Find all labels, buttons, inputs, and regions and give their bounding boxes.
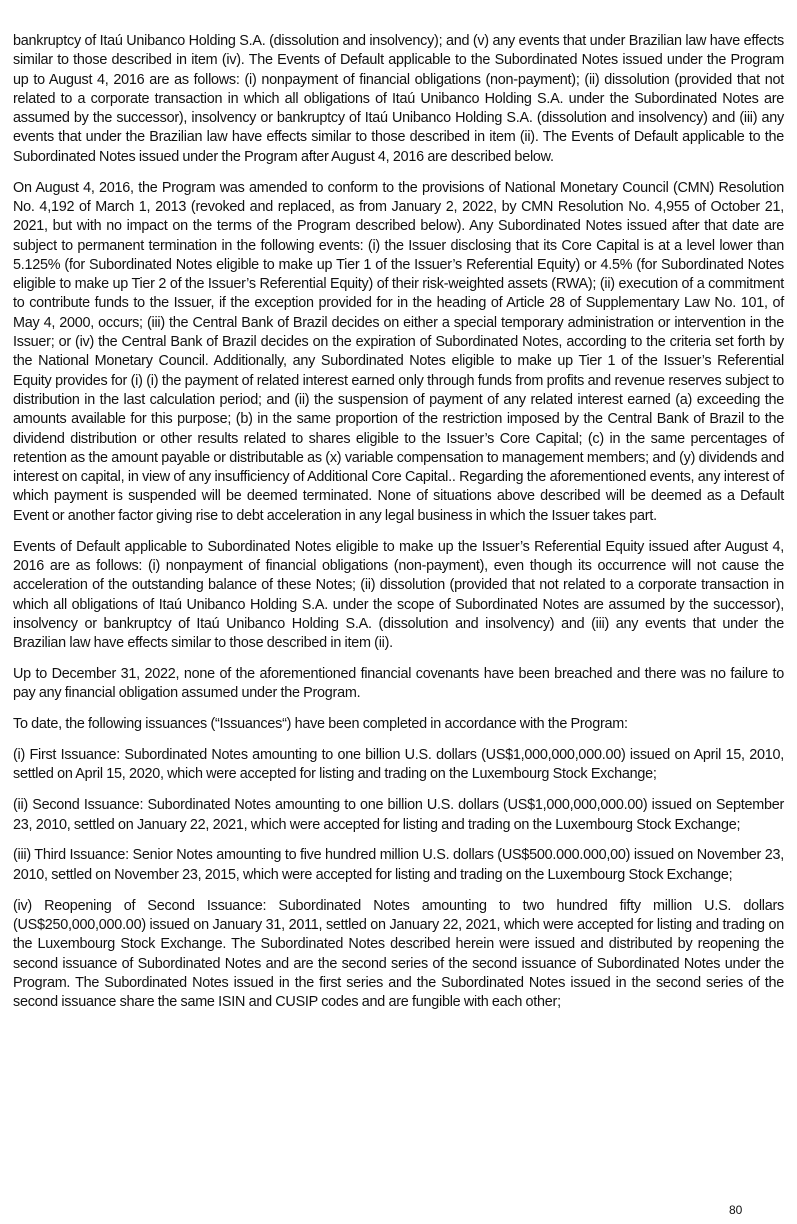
paragraph-program-amendment: On August 4, 2016, the Program was amended to conform to the provisions of National Monetary Council (CMN) Resolution No. 4,192 of March 1, 2013 (revoked and replaced, as from January 2, 2022, by CMN Resolution No. 4,955 of October 21, 2021, but with no impact on the terms of the Program described below). Any Subordinated Notes issued after that date are subject to permanent termination in the following events: (i) the Issuer disclosing that its Core Capital is at a level lower than 5.125% (for Subordinated Notes eligible to make up Tier 1 of the Issuer’s Referential Equity) or 4.5% (for Subordinated Notes eligible to make up Tier 2 of the Issuer’s Referential Equity) of their risk-weighted assets (RWA); (ii) execution of a commitment to contribute funds to the Issuer, if the exception provided for in the heading of Article 28 of Supplementary Law No. 101, of May 4, 2000, occurs; (iii) the Central Bank of Brazil decides on either a special temporary administration or intervention in the Issuer; or (iv) the Central Bank of Brazil decides on the expiration of Subordinated Notes, according to the criteria set forth by the National Monetary Council. Additionally, any Subordinated Notes eligible to make up Tier 1 of the Issuer’s Referential Equity provides for (i) (i) the payment of related interest earned only through funds from profits and revenue reserves subject to distribution in the last calculation period; and (ii) the suspension of payment of any related interest earned (a) exceeding the amounts available for this purpose; (b) in the same proportion of the restriction imposed by the Central Bank of Brazil to the dividend distribution or other results related to shares eligible to the Issuer’s Core Capital; (c) in the same percentages of retention as the amount payable or distributable as (x) variable compensation to management members; and (y) dividends and interest on capital, in view of any insufficiency of Additional Core Capital.. Regarding the aforementioned events, any interest of which payment is suspended will be deemed terminated. None of situations above described will be deemed as a Default Event or another factor giving rise to debt acceleration in any legal business in which the Issuer takes part. [13,179,784,524]
paragraph-covenants-status: Up to December 31, 2022, none of the aforementioned financial covenants have been breached and there was no failure to pay any financial obligation assumed under the Program. [13,665,784,702]
paragraph-events-of-default-pre-2016: bankruptcy of Itaú Unibanco Holding S.A. (dissolution and insolvency); and (v) any events that under Brazilian law have effects similar to those described in item (iv). The Events of Default applicable to the Subordinated Notes issued under the Program up to August 4, 2016 are as follows: (i) nonpayment of financial obligations (non-payment); (ii) dissolution (provided that not related to a corporate transaction in which all obligations of Itaú Unibanco Holding S.A. under the Subordinated Notes are assumed by the successor), insolvency or bankruptcy of Itaú Unibanco Holding S.A. (dissolution and insolvency) and (iii) any events that under the Brazilian law have effects similar to those described in item (ii). The Events of Default applicable to the Subordinated Notes issued under the Program after August 4, 2016 are described below. [13,33,784,165]
page-number: 80 [729,1203,743,1217]
paragraph-reopening-second-issuance: (iv) Reopening of Second Issuance: Subordinated Notes amounting to two hundred fifty million U.S. dollars (US$250,000,000.00) issued on January 31, 2011, settled on January 22, 2021, which were accepted for listing and trading on the Luxembourg Stock Exchange. The Subordinated Notes described herein were issued and distributed by reopening the second issuance of Subordinated Notes and are the second series of the second issuance of Subordinated Notes under the Program. The Subordinated Notes issued in the first series and the Subordinated Notes issued in the second series of the second issuance share the same ISIN and CUSIP codes and are fungible with each other; [13,897,784,1011]
document-body [13,32,784,1024]
paragraph-events-of-default-post-2016: Events of Default applicable to Subordinated Notes eligible to make up the Issuer’s Referential Equity issued after August 4, 2016 are as follows: (i) nonpayment of financial obligations (non-payment), even though its occurrence will not cause the acceleration of the outstanding balance of these Notes; (ii) dissolution (provided that not related to a corporate transaction in which all obligations of Itaú Unibanco Holding S.A. under the scope of Subordinated Notes are assumed by the successor), insolvency or bankruptcy of Itaú Unibanco Holding S.A. (dissolution and insolvency) and (iii) any events that under the Brazilian law have effects similar to those described in item (ii). [13,538,784,652]
paragraph-first-issuance: (i) First Issuance: Subordinated Notes amounting to one billion U.S. dollars (US$1,000,000,000.00) issued on April 15, 2010, settled on April 15, 2020, which were accepted for listing and trading on the Luxembourg Stock Exchange; [13,747,784,783]
paragraph-second-issuance: (ii) Second Issuance: Subordinated Notes amounting to one billion U.S. dollars (US$1,000,000,000.00) issued on September 23, 2010, settled on January 22, 2021, which were accepted for listing and trading on the Luxembourg Stock Exchange; [13,797,784,833]
paragraph-issuances-intro: To date, the following issuances (“Issuances“) have been completed in accordance with the Program: [13,716,628,733]
paragraph-third-issuance: (iii) Third Issuance: Senior Notes amounting to five hundred million U.S. dollars (US$500.000.000,00) issued on November 23, 2010, settled on November 23, 2015, which were accepted for listing and trading on the Luxembourg Stock Exchange; [13,847,784,883]
